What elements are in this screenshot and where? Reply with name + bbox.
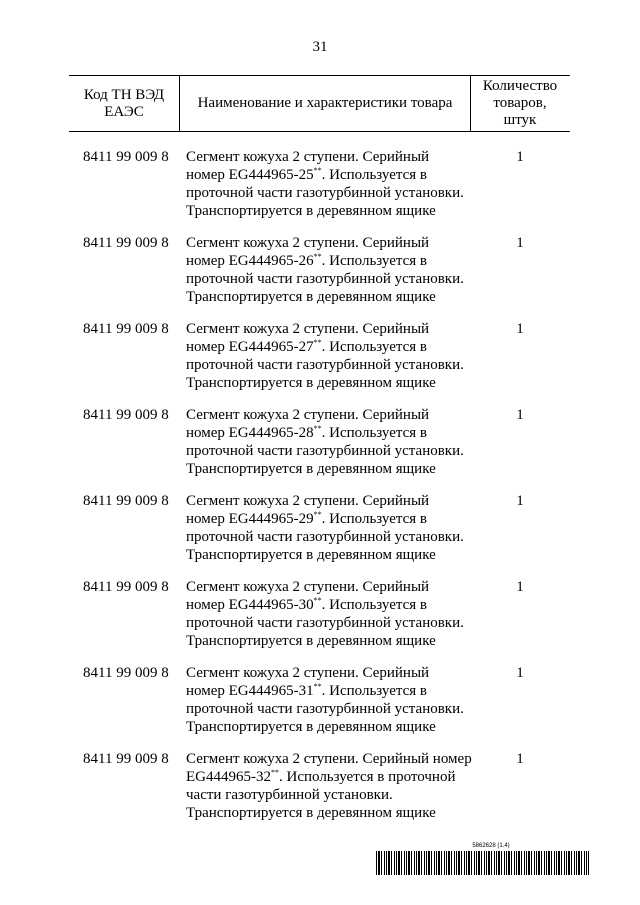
row-code: 8411 99 009 8	[83, 493, 169, 509]
row-quantity: 1	[516, 407, 524, 423]
table-row	[0, 578, 640, 664]
barcode-image	[376, 851, 589, 875]
row-quantity: 1	[516, 751, 524, 767]
header-code: Код ТН ВЭД ЕАЭС	[83, 86, 165, 120]
document-id: 5862628 (1.4)	[472, 843, 510, 849]
row-description: Сегмент кожуха 2 ступени. Серийный номер EG444965-32**. Используется в проточной части газотурбинной установки. Транспортируется в деревянном ящике	[186, 751, 472, 821]
row-code: 8411 99 009 8	[83, 407, 169, 423]
row-quantity: 1	[516, 235, 524, 251]
table-header	[69, 75, 570, 132]
table-row	[0, 750, 640, 836]
row-quantity: 1	[516, 149, 524, 165]
row-description: Сегмент кожуха 2 ступени. Серийный номер EG444965-30**. Используется в проточной части газотурбинной установки. Транспортируется в деревянном ящике	[186, 579, 464, 649]
row-code: 8411 99 009 8	[83, 579, 169, 595]
page-number: 31	[312, 39, 328, 55]
row-code: 8411 99 009 8	[83, 751, 169, 767]
row-description: Сегмент кожуха 2 ступени. Серийный номер EG444965-27**. Используется в проточной части газотурбинной установки. Транспортируется в деревянном ящике	[186, 321, 464, 391]
header-quantity: Количество товаров, штук	[482, 78, 558, 128]
table-row	[0, 234, 640, 320]
row-quantity: 1	[516, 493, 524, 509]
row-code: 8411 99 009 8	[83, 321, 169, 337]
row-description: Сегмент кожуха 2 ступени. Серийный номер EG444965-29**. Используется в проточной части газотурбинной установки. Транспортируется в деревянном ящике	[186, 493, 464, 563]
table-row	[0, 320, 640, 406]
row-description: Сегмент кожуха 2 ступени. Серийный номер EG444965-28**. Используется в проточной части газотурбинной установки. Транспортируется в деревянном ящике	[186, 407, 464, 477]
row-code: 8411 99 009 8	[83, 665, 169, 681]
row-code: 8411 99 009 8	[83, 149, 169, 165]
row-quantity: 1	[516, 579, 524, 595]
table-row	[0, 492, 640, 578]
row-quantity: 1	[516, 665, 524, 681]
row-code: 8411 99 009 8	[83, 235, 169, 251]
header-name: Наименование и характеристики товара	[179, 76, 471, 131]
row-description: Сегмент кожуха 2 ступени. Серийный номер EG444965-25**. Используется в проточной части газотурбинной установки. Транспортируется в деревянном ящике	[186, 149, 464, 219]
row-quantity: 1	[516, 321, 524, 337]
table-body	[0, 148, 640, 836]
table-row	[0, 664, 640, 750]
row-description: Сегмент кожуха 2 ступени. Серийный номер EG444965-31**. Используется в проточной части газотурбинной установки. Транспортируется в деревянном ящике	[186, 665, 464, 735]
row-description: Сегмент кожуха 2 ступени. Серийный номер EG444965-26**. Используется в проточной части газотурбинной установки. Транспортируется в деревянном ящике	[186, 235, 464, 305]
table-row	[0, 148, 640, 234]
table-row	[0, 406, 640, 492]
